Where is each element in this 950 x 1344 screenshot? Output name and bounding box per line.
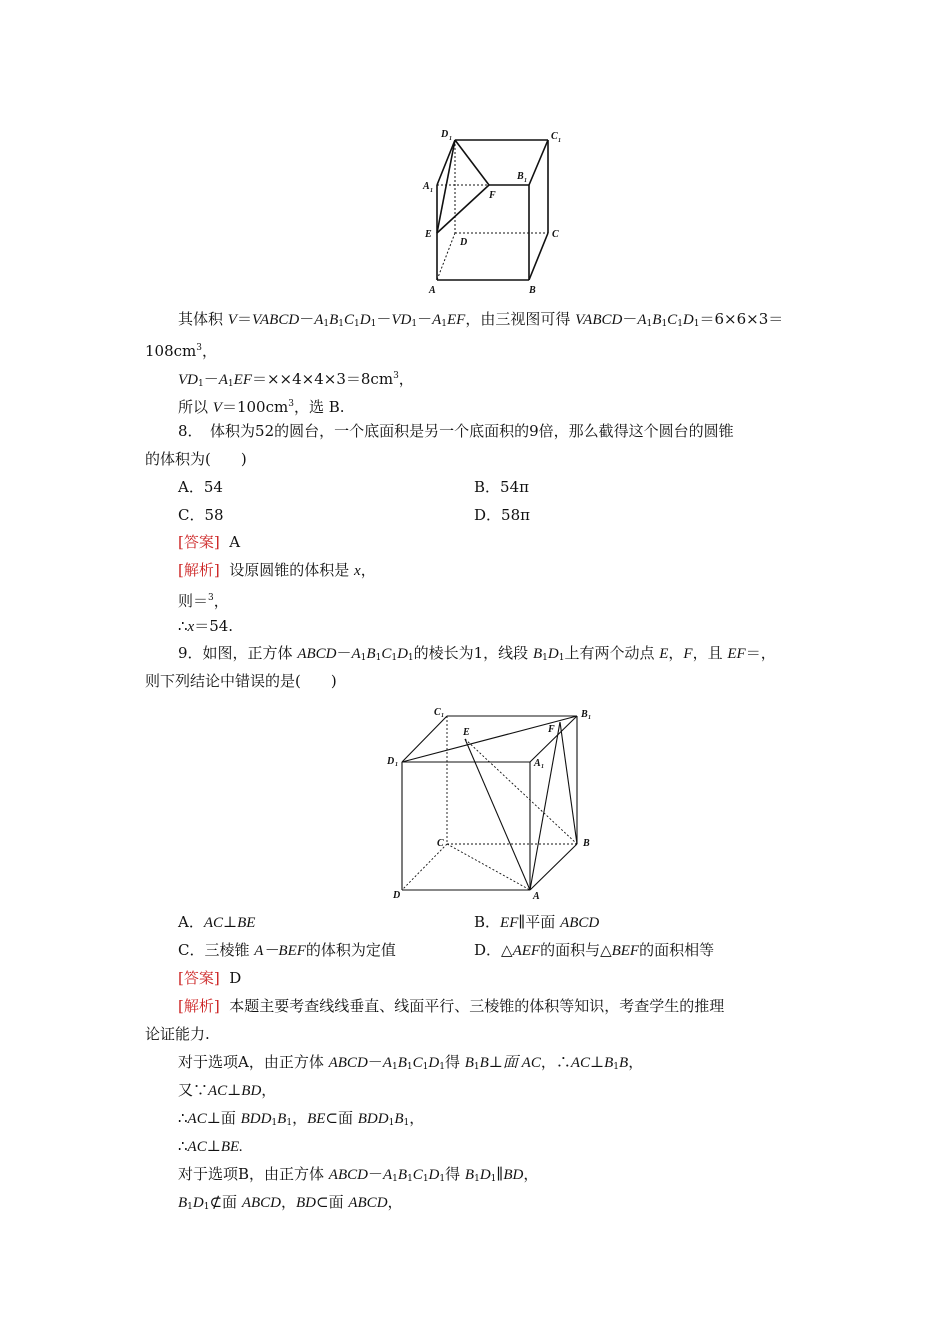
q9-option-a-proof-3: ∴AC⊥面 $BDD_1B_1$，BE⊂面 $BDD_1B_1$， bbox=[178, 1109, 425, 1128]
svg-text:1: 1 bbox=[449, 136, 452, 142]
volume-line-4: 所以 $V=100cm^3$，选 B. bbox=[178, 398, 345, 416]
q9-option-d: D．△AEF的面积与△BEF的面积相等 bbox=[474, 941, 715, 959]
svg-text:1: 1 bbox=[430, 188, 433, 194]
q8-option-b: B．54π bbox=[474, 478, 529, 496]
q8-option-c: C．58 bbox=[178, 506, 224, 524]
cube-label-B: B bbox=[583, 838, 590, 849]
q8-option-d: D．58π bbox=[474, 506, 530, 524]
q8-stem-line-1: 8． 体积为52的圆台，一个底面积是另一个底面积的9倍，那么截得这个圆台的圆锥 bbox=[178, 422, 734, 440]
q8-analysis: [解析] 设原圆锥的体积是 x， bbox=[178, 561, 376, 579]
label-A: A bbox=[429, 285, 436, 296]
figure-cube bbox=[385, 702, 605, 902]
volume-line-2: $108cm^3$， bbox=[145, 342, 218, 360]
cube-label-C: C bbox=[437, 838, 444, 849]
q9-option-a-proof-1: 对于选项A，由正方体 $ABCD-A_1B_1C_1D_1$得 $B_1B\perp$面 AC，$\therefore AC\perp B_1B$， bbox=[178, 1053, 644, 1072]
q9-stem-line-1: 9．如图，正方体 $ABCD-A_1B_1C_1D_1$的棱长为1，线段 $B_1D_1$上有两个动点 E，F，且 EF＝， bbox=[178, 644, 776, 663]
cube-label-C1: C bbox=[434, 707, 441, 718]
q9-stem-line-2: 则下列结论中错误的是( ) bbox=[145, 672, 337, 690]
volume-line-1: 其体积 $V=VABCD-A_1B_1C_1D_1-VD_1-A_1EF$，由三视图可得 $VABCD-A_1B_1C_1D_1=6\times 6\times 3=$ bbox=[178, 310, 784, 329]
cube-label-D: D bbox=[393, 890, 401, 901]
q9-option-b-proof-2: $B_1D_1⊄$面 ABCD，BD⊂面 ABCD， bbox=[178, 1193, 403, 1212]
svg-text:1: 1 bbox=[441, 713, 444, 719]
q9-option-a-proof-4: ∴AC⊥BE. bbox=[178, 1137, 243, 1155]
svg-text:1: 1 bbox=[541, 764, 544, 770]
q9-answer: [答案] D bbox=[178, 969, 242, 987]
q9-analysis-line-2: 论证能力. bbox=[145, 1025, 210, 1043]
cube-label-A1: A bbox=[534, 758, 541, 769]
q9-analysis-line-1: [解析] 本题主要考查线线垂直、线面平行、三棱锥的体积等知识，考查学生的推理 bbox=[178, 997, 725, 1015]
label-D: D bbox=[460, 237, 468, 248]
q8-then: 则＝$^3$， bbox=[178, 592, 229, 610]
cube-label-A: A bbox=[533, 891, 540, 902]
label-D1: D bbox=[441, 129, 449, 140]
label-E: E bbox=[425, 229, 432, 240]
figure-prism bbox=[415, 125, 575, 300]
label-C: C bbox=[552, 229, 559, 240]
q9-option-a: A．AC⊥BE bbox=[178, 913, 256, 931]
q9-option-b: B．EF∥平面 ABCD bbox=[474, 913, 600, 931]
cube-label-E: E bbox=[463, 727, 470, 738]
q8-therefore: ∴x＝54. bbox=[178, 617, 234, 635]
q8-stem-line-2: 的体积为( ) bbox=[145, 450, 247, 468]
q8-option-a: A．54 bbox=[178, 478, 223, 496]
cube-label-F: F bbox=[548, 724, 555, 735]
svg-text:1: 1 bbox=[588, 715, 591, 721]
q9-option-c: C．三棱锥 A－BEF的体积为定值 bbox=[178, 941, 396, 959]
volume-line-3: $VD_1-A_1EF=\times\times 4\times 4\times 3=8cm^3$， bbox=[178, 370, 414, 389]
svg-text:1: 1 bbox=[524, 178, 527, 184]
label-B1: B bbox=[517, 171, 524, 182]
label-B: B bbox=[529, 285, 536, 296]
svg-text:1: 1 bbox=[558, 138, 561, 144]
label-C1: C bbox=[551, 131, 558, 142]
q9-option-a-proof-2: 又∵AC⊥BD， bbox=[178, 1081, 277, 1099]
label-F: F bbox=[489, 190, 496, 201]
cube-label-D1: D bbox=[387, 756, 395, 767]
q9-option-b-proof-1: 对于选项B，由正方体 $ABCD-A_1B_1C_1D_1$得 $B_1D_1\parallel BD$， bbox=[178, 1165, 539, 1184]
svg-text:1: 1 bbox=[395, 762, 398, 768]
label-A1: A bbox=[423, 181, 430, 192]
q8-answer: [答案] A bbox=[178, 533, 241, 551]
cube-label-B1: B bbox=[581, 709, 588, 720]
